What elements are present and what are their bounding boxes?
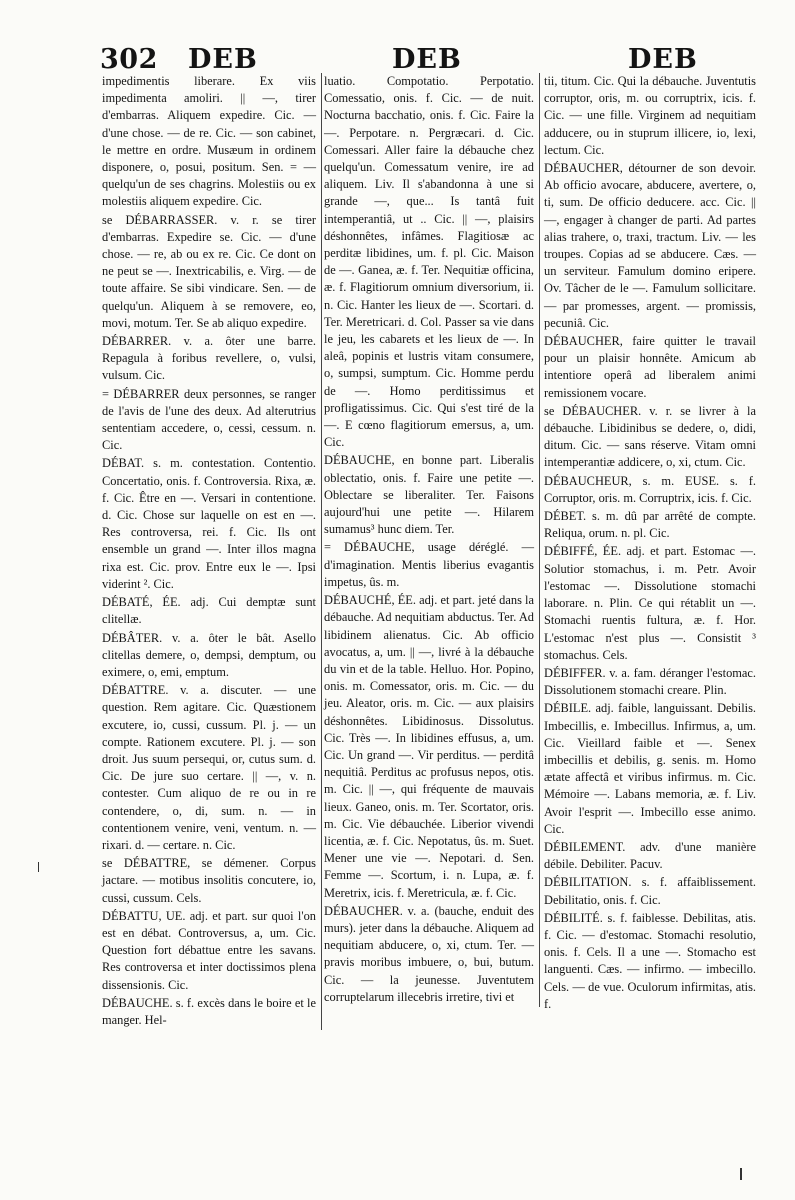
dictionary-entry: se DÉBARRASSER. v. r. se tirer d'embarras. Expedire se. Cic. — d'une chose. — re, ab ou ex re. Cic. Ce dont on ne peut se —. Inextricabilis, e. Virg. — de toute affaire. Se sibi vindicare. Sen. — de quelqu'un. Aliquem à se removere, eo, movi, motum. Ter. Se ab aliquo expedire.: [102, 212, 316, 330]
dictionary-entry: DÉBILEMENT. adv. d'une manière débile. Debiliter. Pacuv.: [544, 839, 756, 872]
dictionary-entry: DÉBAUCHE. s. f. excès dans le boire et le manger. Hel-: [102, 995, 316, 1027]
dictionary-entry: DÉBAUCHE, en bonne part. Liberalis oblectatio, onis. f. Faire une petite —. Oblectare se liberaliter. Ter. Faisons aujourd'hui une petite —. Hilarem sumamus³ hunc diem. Ter.: [324, 453, 534, 537]
dictionary-entry: DÉBILITATION. s. f. affaiblissement. Debilitatio, onis. f. Cic.: [544, 875, 756, 907]
dictionary-entry: DÉBIFFER. v. a. fam. déranger l'estomac. Dissolutionem stomachi creare. Plin.: [544, 665, 756, 698]
page-number: 302: [100, 44, 158, 75]
dictionary-entry: tii, titum. Cic. Qui la débauche. Juventutis corruptor, oris, m. ou corruptrix, icis. f. Cic. — une fille. Virginem ad nequitiam adducere, ou in stuprum illicere, io, lexi, lectum. Cic.: [544, 74, 756, 157]
dictionary-entry: = DÉBAUCHE, usage déréglé. — d'imagination. Mentis liberius evagantis impetus, ûs. m.: [324, 540, 534, 589]
dictionary-entry: DÉBÂTER. v. a. ôter le bât. Asello clitellas demere, o, dempsi, demptum, ou eximere, o, emi, emptum.: [102, 630, 316, 679]
dictionary-column-left: [102, 73, 322, 1030]
headword-right: DEB: [628, 44, 698, 75]
dictionary-entry: impedimentis liberare. Ex viis impedimenta amoliri. || —, tirer d'embarras. Aliquem expedire. Cic. — d'une chose. — de re. Cic. — son cabinet, le mettre en ordre. Musæum in ordinem disponere, o, posui, positum. Sen. = — quelqu'un de ses chagrins. Molestiis ou ex molestiis aliquem expedire. Cic.: [102, 74, 316, 209]
scan-artifact: [740, 1168, 742, 1180]
dictionary-entry: DÉBAUCHER. v. a. (bauche, enduit des murs). jeter dans la débauche. Aliquem ad nequitiam abducere, o, xi, ctum. Ter. — pravis moribus imbuere, o, bui, butum. Cic. — la jeunesse. Juventutem corruptelarum illecebris irretire, tivi et: [324, 903, 534, 1004]
dictionary-entry: DÉBAUCHEUR, s. m. EUSE. s. f. Corruptor, oris. m. Corruptrix, icis. f. Cic.: [544, 473, 756, 505]
dictionary-entry: se DÉBAUCHER. v. r. se livrer à la débauche. Libidinibus se dedere, o, didi, ditum. Cic. — sans réserve. Vitam omni intemperantiæ addicere, o, xi, ctum. Cic.: [544, 403, 756, 470]
dictionary-entry: DÉBARRER. v. a. ôter une barre. Repagula à foribus revellere, o, vulsi, vulsum. Cic.: [102, 334, 316, 383]
dictionary-entry: DÉBAUCHÉ, ÉE. adj. et part. jeté dans la débauche. Ad nequitiam abductus. Ter. Ad libidinem alienatus. Cic. Ab officio avocatus, a, um. || —, livré à la débauche du vin et de la table. Helluo. Hor. Popino, onis. m. Comessator, oris. m. Cic. — du jeu. Aleator, oris. m. Cic. — aux plaisirs déshonnêtes. Libidinosus. Dissolutus. Cic. Très —. In libidines effusus, a, um. Cic. Un grand —. Vir perditus. — perditâ nequitiâ. Perditus ac profusus nepos, otis. m. Cic. || —, qui fréquente de mauvais lieux. Ganeo, onis. m. Ter. Scortator, oris. m. Cic. Vie débauchée. Liberior vivendi licentia, æ. f. Cic. Nepotatus, ûs. m. Suet. Mener une vie —. Nepotari. d. Sen. Femme —. Scortum, i. n. Lupa, æ. f. Meretrix, icis. f. Meretricula, æ. f. Cic.: [324, 593, 534, 900]
dictionary-entry: DÉBAUCHER, faire quitter le travail pour un plaisir honnête. Amicum ab intentiore operâ ad liberalem animi remissionem vocare.: [544, 334, 756, 400]
dictionary-entry: DÉBIFFÉ, ÉE. adj. et part. Estomac —. Solutior stomachus, i. m. Petr. Avoir l'estomac —. Dissolutione stomachi laborare. n. Plin. Ce qui rétablit un —. Stomachi ruentis fultura, æ. f. Hor. L'estomac n'est plus —. Consistit ³ stomachus. Cels.: [544, 544, 756, 662]
dictionary-entry: = DÉBARRER deux personnes, se ranger de l'avis de l'une des deux. Ad alterutrius sententiam accedere, o, cessi, cessum. n. Cic.: [102, 386, 316, 453]
dictionary-entry: DÉBATÉ, ÉE. adj. Cui demptæ sunt clitellæ.: [102, 595, 316, 627]
dictionary-entry: DÉBATTRE. v. a. discuter. — une question. Rem agitare. Cic. Quæstionem excutere, io, cussi, cussum. Pl. j. — un compte. Rationem excutere. Pl. j. — son droit. Jus suum persequi, or, cutus sum. d. Cic. De jure suo certare. || —, v. n. contester. Cum aliquo de re ou in re contendere, o, di, sum. n. — in contentionem venire, veni, ventum. n. — rixari. d. — certare. n. Cic.: [102, 683, 316, 852]
dictionary-entry: luatio. Compotatio. Perpotatio. Comessatio, onis. f. Cic. — de nuit. Nocturna bacchatio, onis. f. Cic. Faire la —. Perpotare. n. Pergræcari. d. Cic. Comessari. Aller faire la débauche chez quelqu'un. Comessatum venire, ire ad aliquem. Liv. Il s'abandonna à une si grande —, que... Is tantâ fuit intemperantiâ, ut .. Cic. || —, plaisirs déshonnêtes, infâmes. Flagitiosæ ac perditæ libidines, um. f. pl. Cic. Maison de —. Ganea, æ. f. Ter. Nequitiæ officina, æ. f. Flagitiorum omnium diversorium, ii. n. Cic. Hanter les lieux de —. Scortari. d. Ter. Meretricari. d. Col. Passer sa vie dans le jeu, les cabarets et les lieux de —. In aleâ, popinis et lustris vitam consumere, o, sumpsi, sumptum. Cic. Homme perdu de —. Homo perditissimus et profligatissimus. Cic. Qui s'est tiré de la —. E cœno flagitiorum emersus, a, um. Cic.: [324, 74, 534, 450]
headword-center: DEB: [392, 44, 462, 75]
headword-left: DEB: [188, 44, 258, 75]
dictionary-entry: DÉBATTU, UE. adj. et part. sur quoi l'on est en débat. Controversus, a, um. Cic. Question fort débattue entre les savans. Res controversa et inter doctissimos plena dissensionis. Cic.: [102, 908, 316, 992]
scan-artifact: [38, 862, 39, 872]
dictionary-column-center: [324, 73, 540, 1007]
dictionary-entry: DÉBAUCHER, détourner de son devoir. Ab officio avocare, abducere, avertere, o, ti, sum. De officio deducere. acc. Cic. || —, engager à changer de parti. Ad partes alias trahere, o, traxi, tractum. Liv. — les troupes. Copias ad se abducere. Cæs. — un serviteur. Famulum domino eripere. Ov. Tâcher de le —. Famulum sollicitare. — par promesses, argent. — promissis, pecuniâ. Cic.: [544, 161, 756, 330]
dictionary-entry: se DÉBATTRE, se démener. Corpus jactare. — motibus insolitis concutere, io, cussi, cussum. Cels.: [102, 856, 316, 905]
dictionary-column-right: [544, 73, 756, 1014]
dictionary-entry: DÉBAT. s. m. contestation. Contentio. Concertatio, onis. f. Controversia. Rixa, æ. f. Cic. Être en —. Versari in contentione. d. Cic. Chose sur laquelle on est en —. Res controversa, rei. f. Cic. Ils ont ensemble un grand —. Inter illos magna rixa est. Cic. prov. Entre eux le —. Ipsi viderint ². Cic.: [102, 456, 316, 591]
dictionary-entry: DÉBILE. adj. faible, languissant. Debilis. Imbecillis, e. Imbecillus. Infirmus, a, um. Cic. Vieillard faible et —. Senex imbecillis et debilis, g. senis. m. Homo ætate affectâ et viribus infirmus. m. Cic. Mémoire —. Labans memoria, æ. f. Liv. Avoir l'esprit —. Imbecillo esse animo. Cic.: [544, 701, 756, 836]
dictionary-entry: DÉBILITÉ. s. f. faiblesse. Debilitas, atis. f. Cic. — d'estomac. Stomachi resolutio, onis. f. Cels. Il a une —. Stomacho est languenti. Cæs. — infirmo. — imbecillo. Cels. — de vue. Oculorum infirmitas, atis. f.: [544, 910, 756, 1011]
dictionary-entry: DÉBET. s. m. dû par arrêté de compte. Reliqua, orum. n. pl. Cic.: [544, 509, 756, 541]
